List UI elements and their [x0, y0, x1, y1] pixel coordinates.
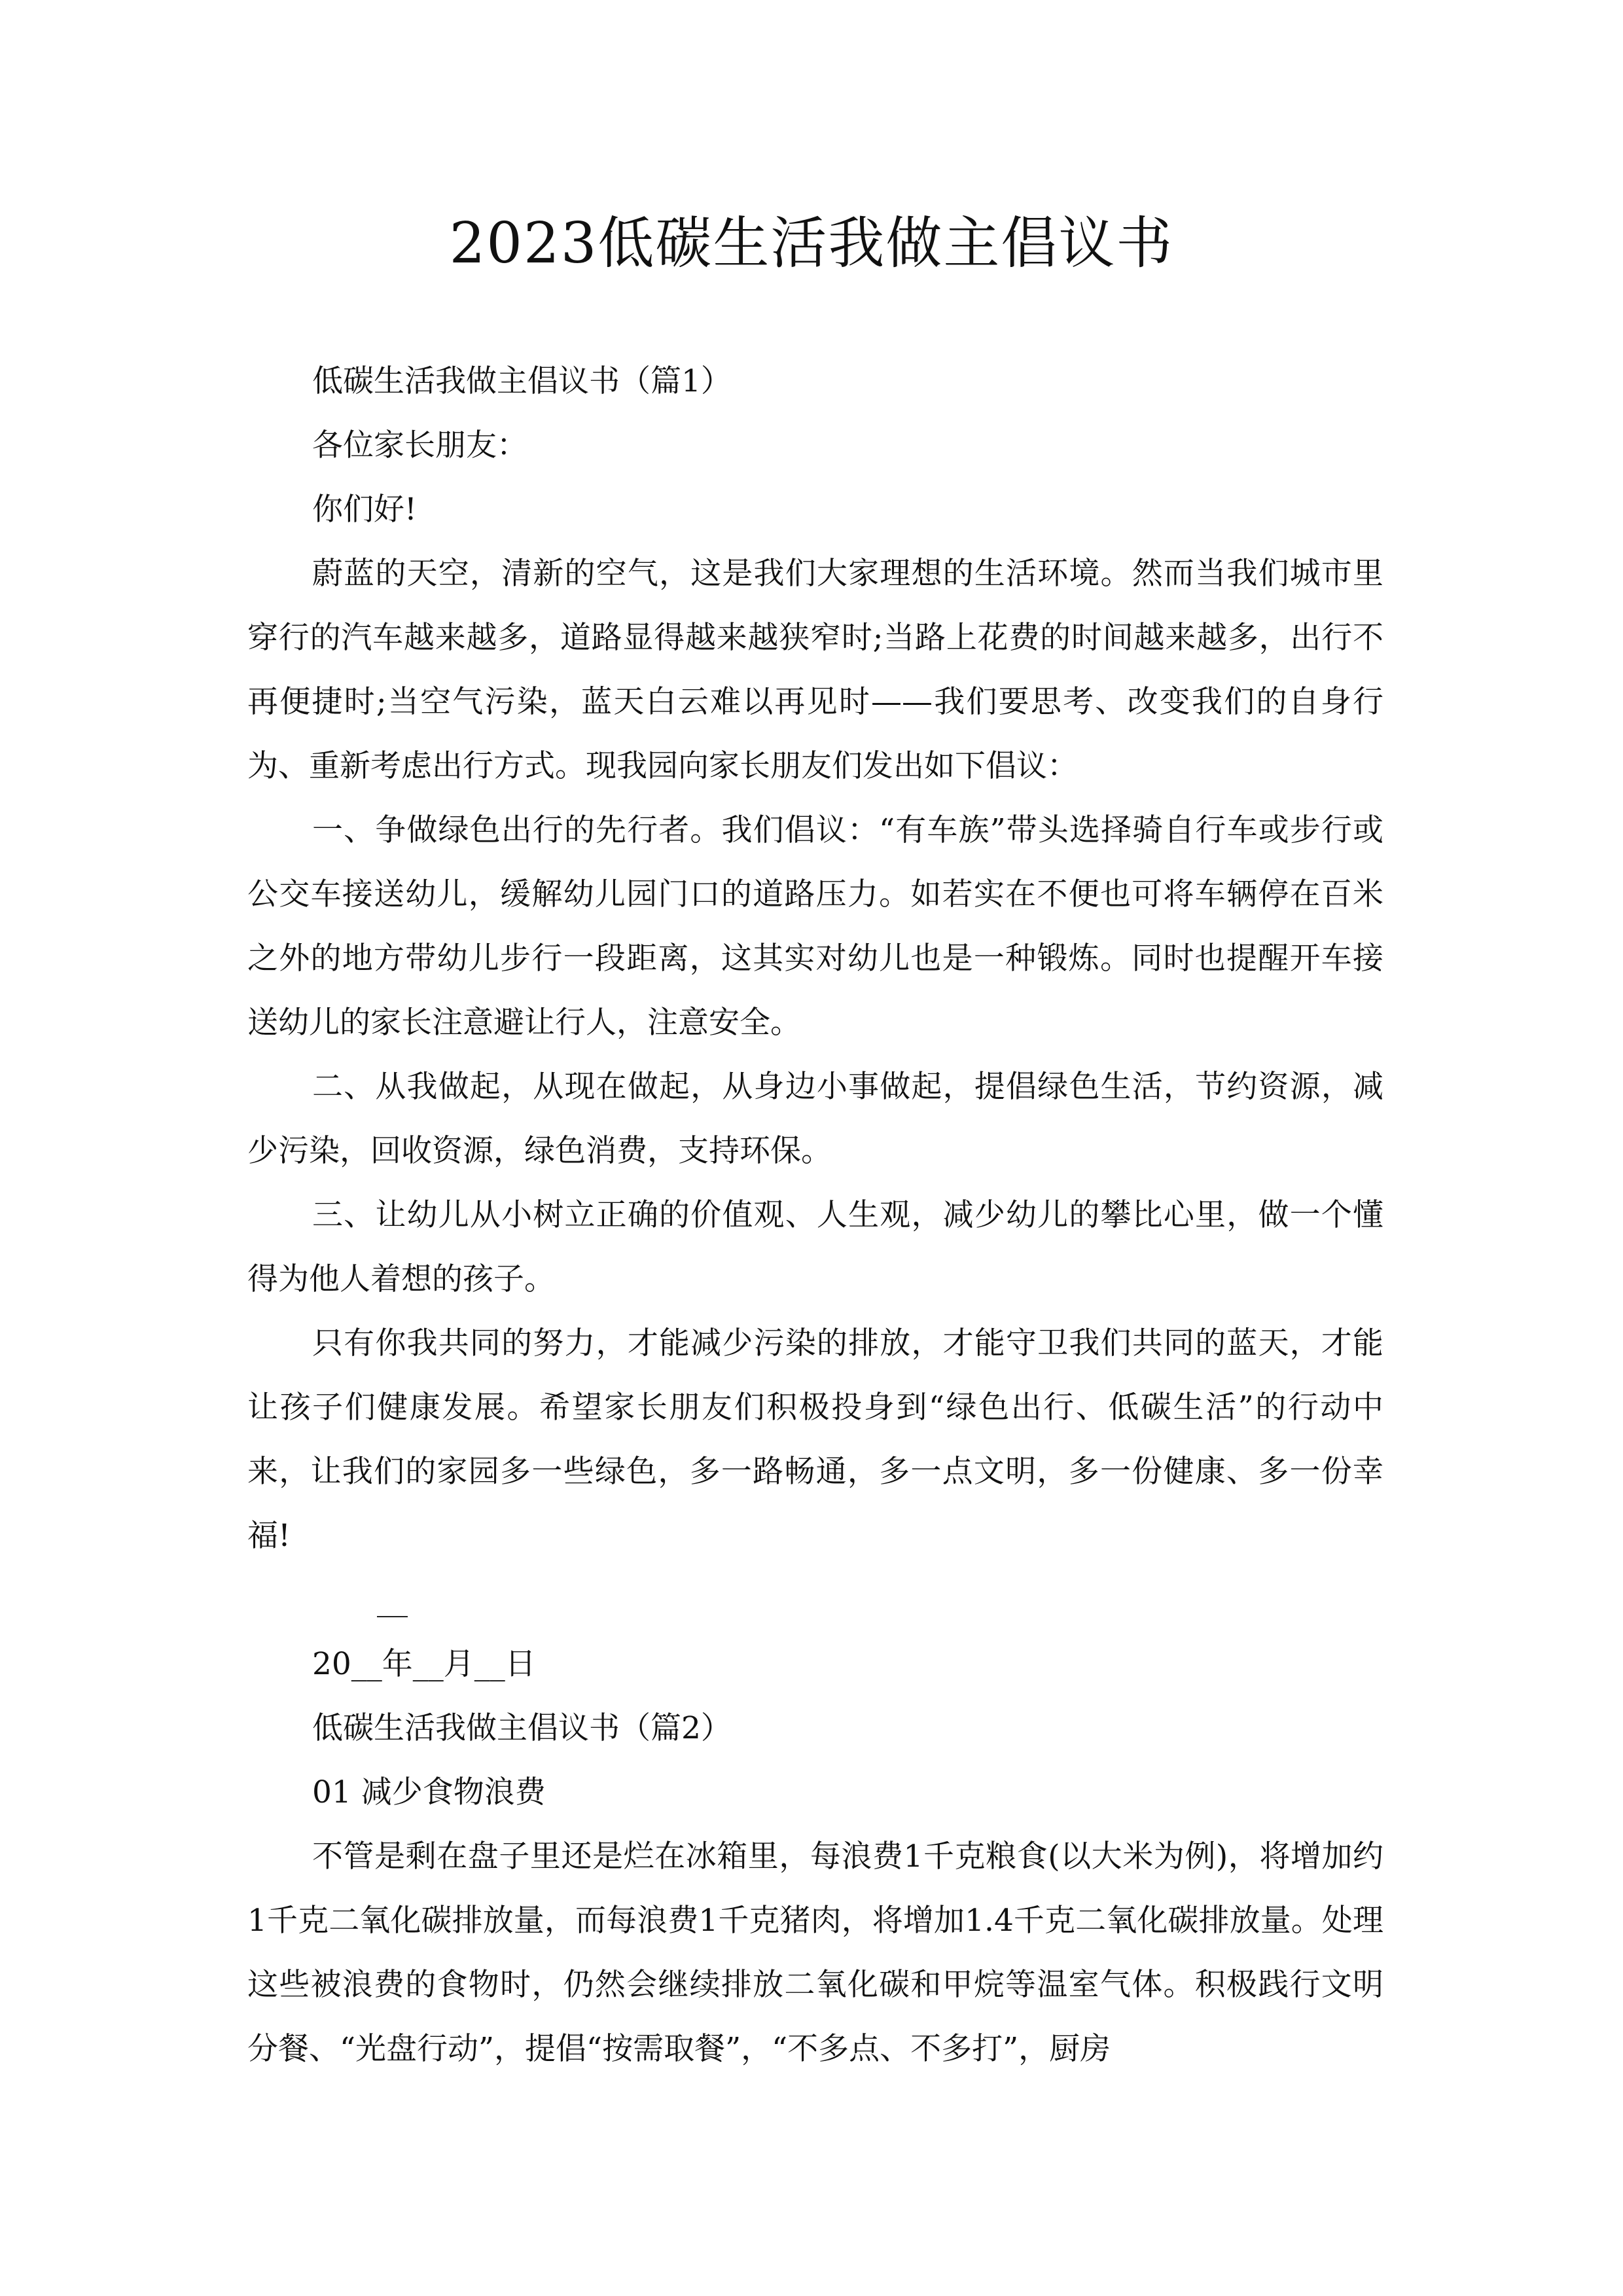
subheading-01: 01 减少食物浪费 — [312, 1774, 546, 1810]
signature-blank: __ — [377, 1582, 408, 1618]
paragraph-food-waste: 不管是剩在盘子里还是烂在冰箱里，每浪费1千克粮食(以大米为例)，将增加约1千克二氧化碳排放量，而每浪费1千克猪肉，将增加1.4千克二氧化碳排放量。处理这些被浪费的食物时，仍然会继续排放二氧化碳和甲烷等温室气体。积极践行文明分餐、“光盘行动”，提倡“按需取餐”，“不多点、不多打”，厨房 — [247, 1839, 1383, 2067]
section-heading-2: 低碳生活我做主倡议书（篇2） — [312, 1710, 732, 1746]
paragraph-point-3: 三、让幼儿从小树立正确的价值观、人生观，减少幼儿的攀比心里，做一个懂得为他人着想的孩子。 — [247, 1197, 1383, 1297]
salutation: 各位家长朋友： — [312, 427, 527, 463]
paragraph-closing: 只有你我共同的努力，才能减少污染的排放，才能守卫我们共同的蓝天，才能让孩子们健康发展。希望家长朋友们积极投身到“绿色出行、低碳生活”的行动中来，让我们的家园多一些绿色，多一路畅通，多一点文明，多一份健康、多一份幸福! — [247, 1325, 1383, 1554]
document-body — [247, 350, 1383, 2081]
date-line: 20__年__月__日 — [312, 1646, 536, 1682]
paragraph-point-1: 一、争做绿色出行的先行者。我们倡议：“有车族”带头选择骑自行车或步行或公交车接送幼儿，缓解幼儿园门口的道路压力。如若实在不便也可将车辆停在百米之外的地方带幼儿步行一段距离，这其实对幼儿也是一种锻炼。同时也提醒开车接送幼儿的家长注意避让行人，注意安全。 — [247, 812, 1383, 1041]
paragraph-intro: 蔚蓝的天空，清新的空气，这是我们大家理想的生活环境。然而当我们城市里穿行的汽车越来越多，道路显得越来越狭窄时;当路上花费的时间越来越多，出行不再便捷时;当空气污染，蓝天白云难以再见时——我们要思考、改变我们的自身行为、重新考虑出行方式。现我园向家长朋友们发出如下倡议： — [247, 556, 1383, 784]
signature-line — [247, 1568, 1383, 1632]
paragraph-point-2: 二、从我做起，从现在做起，从身边小事做起，提倡绿色生活，节约资源，减少污染，回收资源，绿色消费，支持环保。 — [247, 1069, 1383, 1169]
section-heading-1: 低碳生活我做主倡议书（篇1） — [312, 363, 732, 399]
greeting: 你们好! — [312, 492, 417, 528]
document-title: 2023低碳生活我做主倡议书 — [449, 211, 1174, 276]
